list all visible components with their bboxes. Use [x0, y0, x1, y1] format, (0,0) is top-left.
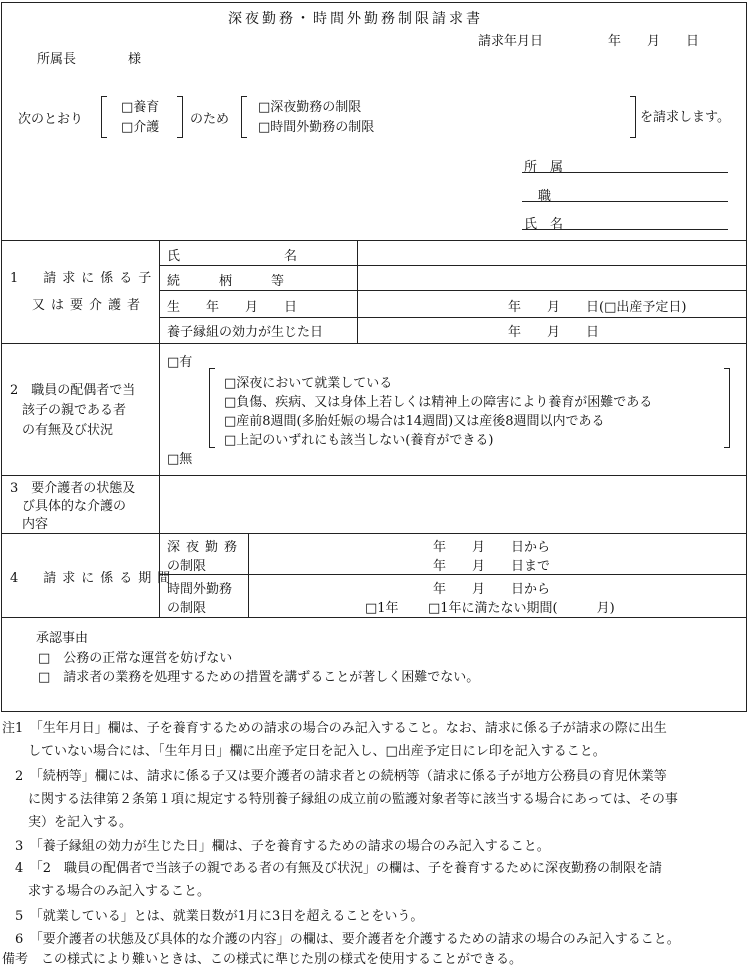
note-line: 求する場合のみ記入すること。: [2, 884, 211, 899]
row-name-label: 氏 名: [167, 249, 298, 264]
request-date-line[interactable]: 請求年月日 年 月 日: [478, 34, 700, 49]
intro-middle: のため: [190, 112, 230, 127]
form-title: 深夜勤務・時間外勤務制限請求書: [228, 11, 483, 27]
approval-item-1[interactable]: □ 公務の正常な運営を妨げない: [38, 651, 233, 666]
section2-label-line3: の有無及び状況: [22, 423, 114, 438]
overtime-period-less[interactable]: □1年に満たない期間( 月): [428, 601, 615, 616]
option-childcare[interactable]: □養育: [121, 100, 160, 115]
bracket-left-conditions: [209, 368, 215, 448]
note-line: に関する法律第２条第１項に規定する特別養子縁組の成立前の監護対象者等に該当する場合にあっては、その事: [2, 792, 678, 807]
applicant-affiliation-label: 所 属: [524, 160, 564, 175]
note-line: 注1 「生年月日」欄は、子を養育するための請求の場合のみ記入すること。なお、請求に係る子が請求の際に出生: [2, 721, 667, 736]
condition-disability[interactable]: □負傷、疾病、又は身体上若しくは精神上の障害により養育が困難である: [224, 395, 653, 410]
note-line: 実）を記入する。: [2, 815, 133, 830]
section4-label: 4 請求に係る期間: [10, 571, 177, 586]
spouse-no-checkbox[interactable]: □無: [167, 452, 193, 467]
approval-heading: 承認事由: [36, 631, 89, 646]
row-adoption-value[interactable]: 年 月 日: [508, 325, 600, 340]
note-line: していない場合には、「生年月日」欄に出産予定日を記入し、□出産予定日にレ印を記入すること。: [2, 744, 606, 759]
bracket-right-limit: [630, 96, 636, 138]
bracket-right-conditions: [724, 368, 730, 448]
bracket-left-limit: [241, 96, 247, 138]
note-line: 5 「就業している」とは、就業日数が1月に3日を超えることをいう。: [2, 909, 424, 924]
overtime-period-1year[interactable]: □1年: [365, 601, 399, 616]
care-details-field[interactable]: [162, 478, 742, 530]
name-underline[interactable]: [522, 229, 728, 230]
applicant-position-label: 職: [538, 189, 552, 204]
section2-label-line2: 該子の親である者: [22, 403, 127, 418]
section1-label-line1: 1 請求に係る子: [10, 271, 158, 286]
option-night-limit[interactable]: □深夜勤務の制限: [258, 100, 362, 115]
section3-label-line2: び具体的な介護の: [22, 499, 127, 514]
row-name-value[interactable]: [362, 245, 742, 263]
overtime-limit-label-2: の制限: [167, 601, 207, 616]
note-line: 備考 この様式により難いときは、この様式に準じた別の様式を使用することができる。: [2, 952, 523, 967]
note-line: 2 「続柄等」欄には、請求に係る子又は要介護者の請求者との続柄等（請求に係る子が地方公務員の育児休業等: [2, 769, 667, 784]
intro-suffix: を請求します。: [640, 110, 730, 125]
applicant-name-label: 氏 名: [524, 217, 564, 232]
section2-label-line1: 2 職員の配偶者で当: [10, 383, 136, 398]
condition-none[interactable]: □上記のいずれにも該当しない(養育ができる): [224, 433, 494, 448]
note-line: 6 「要介護者の状態及び具体的な介護の内容」の欄は、要介護者を介護するための請求の場合のみ記入すること。: [2, 932, 680, 947]
row-birthdate-value[interactable]: 年 月 日(□出産予定日): [508, 300, 687, 315]
condition-night-work[interactable]: □深夜において就業している: [224, 376, 393, 391]
note-line: 3 「養子縁組の効力が生じた日」欄は、子を養育するための請求の場合のみ記入すること。: [2, 839, 550, 854]
night-limit-label-2: の制限: [167, 559, 207, 574]
row-relationship-label: 続 柄 等: [167, 274, 285, 289]
position-underline[interactable]: [522, 201, 728, 202]
note-line: 4 「2 職員の配偶者で当該子の親である者の有無及び状況」の欄は、子を養育するために深夜勤務の制限を請: [2, 861, 663, 876]
night-limit-label-1: 深夜勤務: [167, 540, 244, 555]
addressee[interactable]: 所属長 様: [37, 52, 142, 67]
night-limit-from[interactable]: 年 月 日から: [433, 540, 551, 555]
option-nursing[interactable]: □介護: [121, 120, 160, 135]
row-birthdate-label: 生 年 月 日: [167, 300, 298, 315]
overtime-limit-label-1: 時間外勤務: [167, 582, 233, 597]
approval-item-2[interactable]: □ 請求者の業務を処理するための措置を講ずることが著しく困難でない。: [38, 670, 480, 685]
bracket-right-reason: [177, 96, 183, 138]
intro-prefix: 次のとおり: [18, 112, 84, 127]
row-adoption-label: 養子縁組の効力が生じた日: [167, 325, 324, 340]
section3-label-line3: 内容: [22, 517, 49, 532]
option-overtime-limit[interactable]: □時間外勤務の制限: [258, 120, 375, 135]
affiliation-underline[interactable]: [522, 172, 728, 173]
spouse-yes-checkbox[interactable]: □有: [167, 355, 193, 370]
condition-pregnancy[interactable]: □産前8週間(多胎妊娠の場合は14週間)又は産後8週間以内である: [224, 414, 605, 429]
bracket-left-reason: [101, 96, 107, 138]
overtime-limit-from[interactable]: 年 月 日から: [433, 582, 551, 597]
section1-label-line2: 又は要介護者: [32, 298, 147, 313]
section3-label-line1: 3 要介護者の状態及: [10, 481, 136, 496]
night-limit-to[interactable]: 年 月 日まで: [433, 559, 551, 574]
row-relationship-value[interactable]: [362, 270, 742, 288]
